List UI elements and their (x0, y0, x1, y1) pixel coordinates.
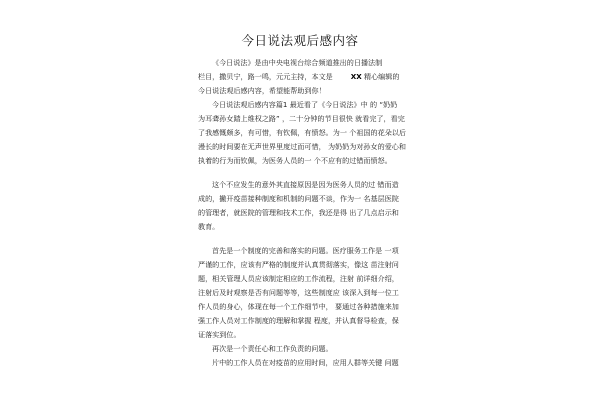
paragraph-line: 首先是一个制度的完善和落实的问题。医疗服务工作是 一项 (212, 246, 399, 255)
paragraph-line: 了我感慨颇多，有可惜，有钦佩，有愤怒。为一 个祖国的花朵以后 (198, 128, 406, 137)
paragraph-line: 注射后及时观察是否有问题等等，这些制度应 该深入到每一位工 (198, 288, 399, 297)
highlight-suffix: 精心编辑的 (364, 72, 400, 81)
paragraph-line: 片中的工作人员在对疫苗的应用时间，应用人群等关键 问题 (212, 358, 399, 367)
paragraph-line: 作人员的身心，体现在每一个工作细节中， 要通过各种措施来加 (198, 302, 399, 311)
paragraph-line: 成的，撇开疫苗接种制度和机制的问题不谈，作为一 名基层医院 (198, 194, 399, 203)
paragraph-line: 题，相关管理人员应该制定相应的工作流程，注射 前详细介绍， (198, 274, 399, 283)
paragraph-line: 《今日说法》是由中央电视台综合频道推出的日播法制 (212, 58, 383, 67)
paragraph-line: 今日说法观后感内容，希望能帮助到你！ (198, 86, 326, 95)
paragraph-line: 教育。 (198, 222, 220, 231)
paragraph-line: 再次是一个责任心和工作负责的问题。 (212, 344, 333, 353)
paragraph-line: 强工作人员对工作制度的理解和掌握 程度，并认真督导检查，保 (198, 316, 399, 325)
paragraph-line: 的管理者，就医院的管理和技术工作，我还是得 出了几点启示和 (198, 208, 399, 217)
paragraph-spacer (198, 234, 414, 244)
paragraph-line: 为耳聋孙女踏上维权之路” ，二十分钟的节目很快 就看完了，看完 (198, 114, 405, 123)
paragraph-line: 执着的行为而钦佩，为医务人员的一 个不应有的过错而愤怒。 (198, 156, 392, 165)
document-title: 今日说法观后感内容 (241, 33, 359, 48)
paragraph-line-part: 栏目，撒贝宁，路一鸣，元元主持，本文是 (198, 72, 333, 81)
document-body (198, 56, 414, 370)
paragraph-line: 这个不应发生的意外其直接原因是因为医务人员的过 错而造 (212, 180, 399, 189)
paragraph-line: 严谨的工作，应该有严格的制度并认真贯彻落实，像这 苗注射问 (198, 260, 399, 269)
highlight-text: XX (350, 72, 362, 81)
paragraph-line: 今日说法观后感内容篇1 最近看了《今日说法》中 的 “奶奶 (212, 100, 398, 109)
paragraph-spacer (198, 168, 414, 178)
paragraph-line: 漫长的时间要在无声世界里度过而可惜， 为奶奶为对孙女的爱心和 (198, 142, 406, 151)
paragraph-line (198, 70, 414, 84)
paragraph-line: 证落实到位。 (198, 330, 241, 339)
